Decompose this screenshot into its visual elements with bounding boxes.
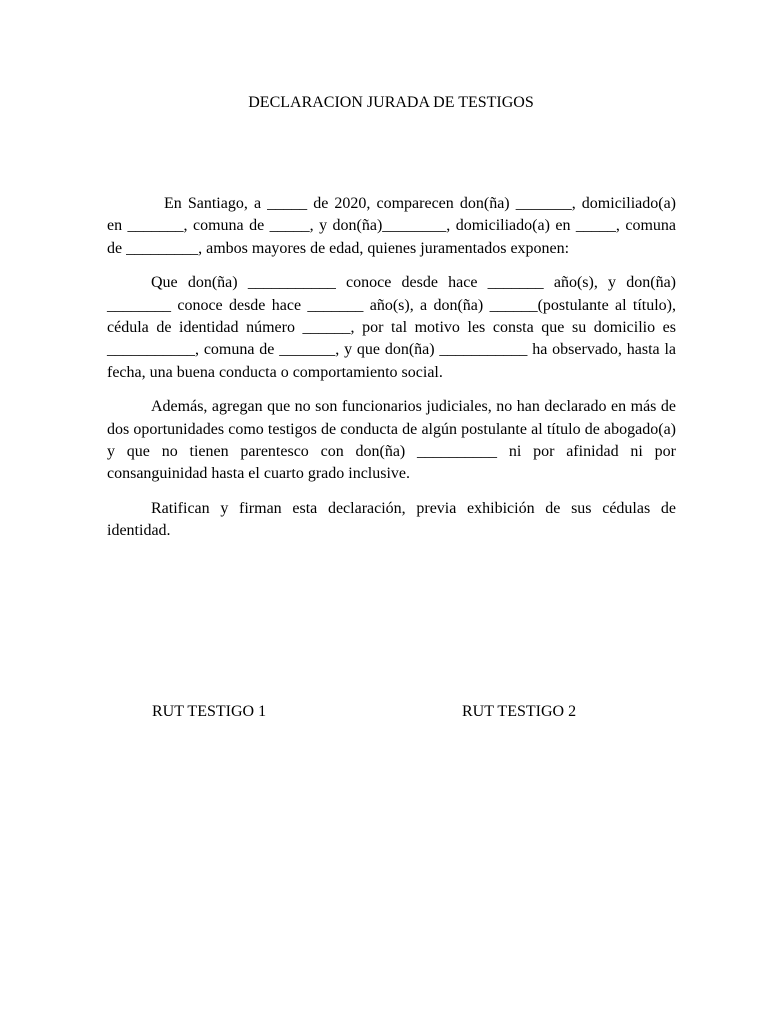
document-body bbox=[107, 193, 676, 555]
paragraph-comparecencia: En Santiago, a _____ de 2020, comparecen don(ña) _______, domiciliado(a) en _______, comuna de _____, y don(ña)________, domiciliado(a) en _____, comuna de _________, ambos mayores de edad, quienes juramentados exponen: bbox=[107, 195, 676, 257]
signature-label-witness-1: RUT TESTIGO 1 bbox=[152, 703, 267, 720]
document-title: DECLARACION JURADA DE TESTIGOS bbox=[248, 94, 534, 111]
paragraph-ratificacion: Ratifican y firman esta declaración, previa exhibición de sus cédulas de identidad. bbox=[107, 499, 676, 540]
paragraph-inhabilidades: Además, agregan que no son funcionarios judiciales, no han declarado en más de dos oportunidades como testigos de conducta de algún postulante al título de abogado(a) y que no tienen parentesco con don(ña) __________ ni por afinidad ni por consanguinidad hasta el cuarto grado inclusive. bbox=[107, 398, 676, 483]
signature-label-witness-2: RUT TESTIGO 2 bbox=[462, 703, 577, 720]
paragraph-declaracion: Que don(ña) ___________ conoce desde hace _______ año(s), y don(ña) ________ conoce desde hace _______ año(s), a don(ña) ______(postulante al título), cédula de identidad número ______, por tal motivo les consta que su domicilio es ___________, comuna de _______, y que don(ña) ___________ ha observado, hasta la fecha, una buena conducta o comportamiento social. bbox=[107, 274, 676, 381]
